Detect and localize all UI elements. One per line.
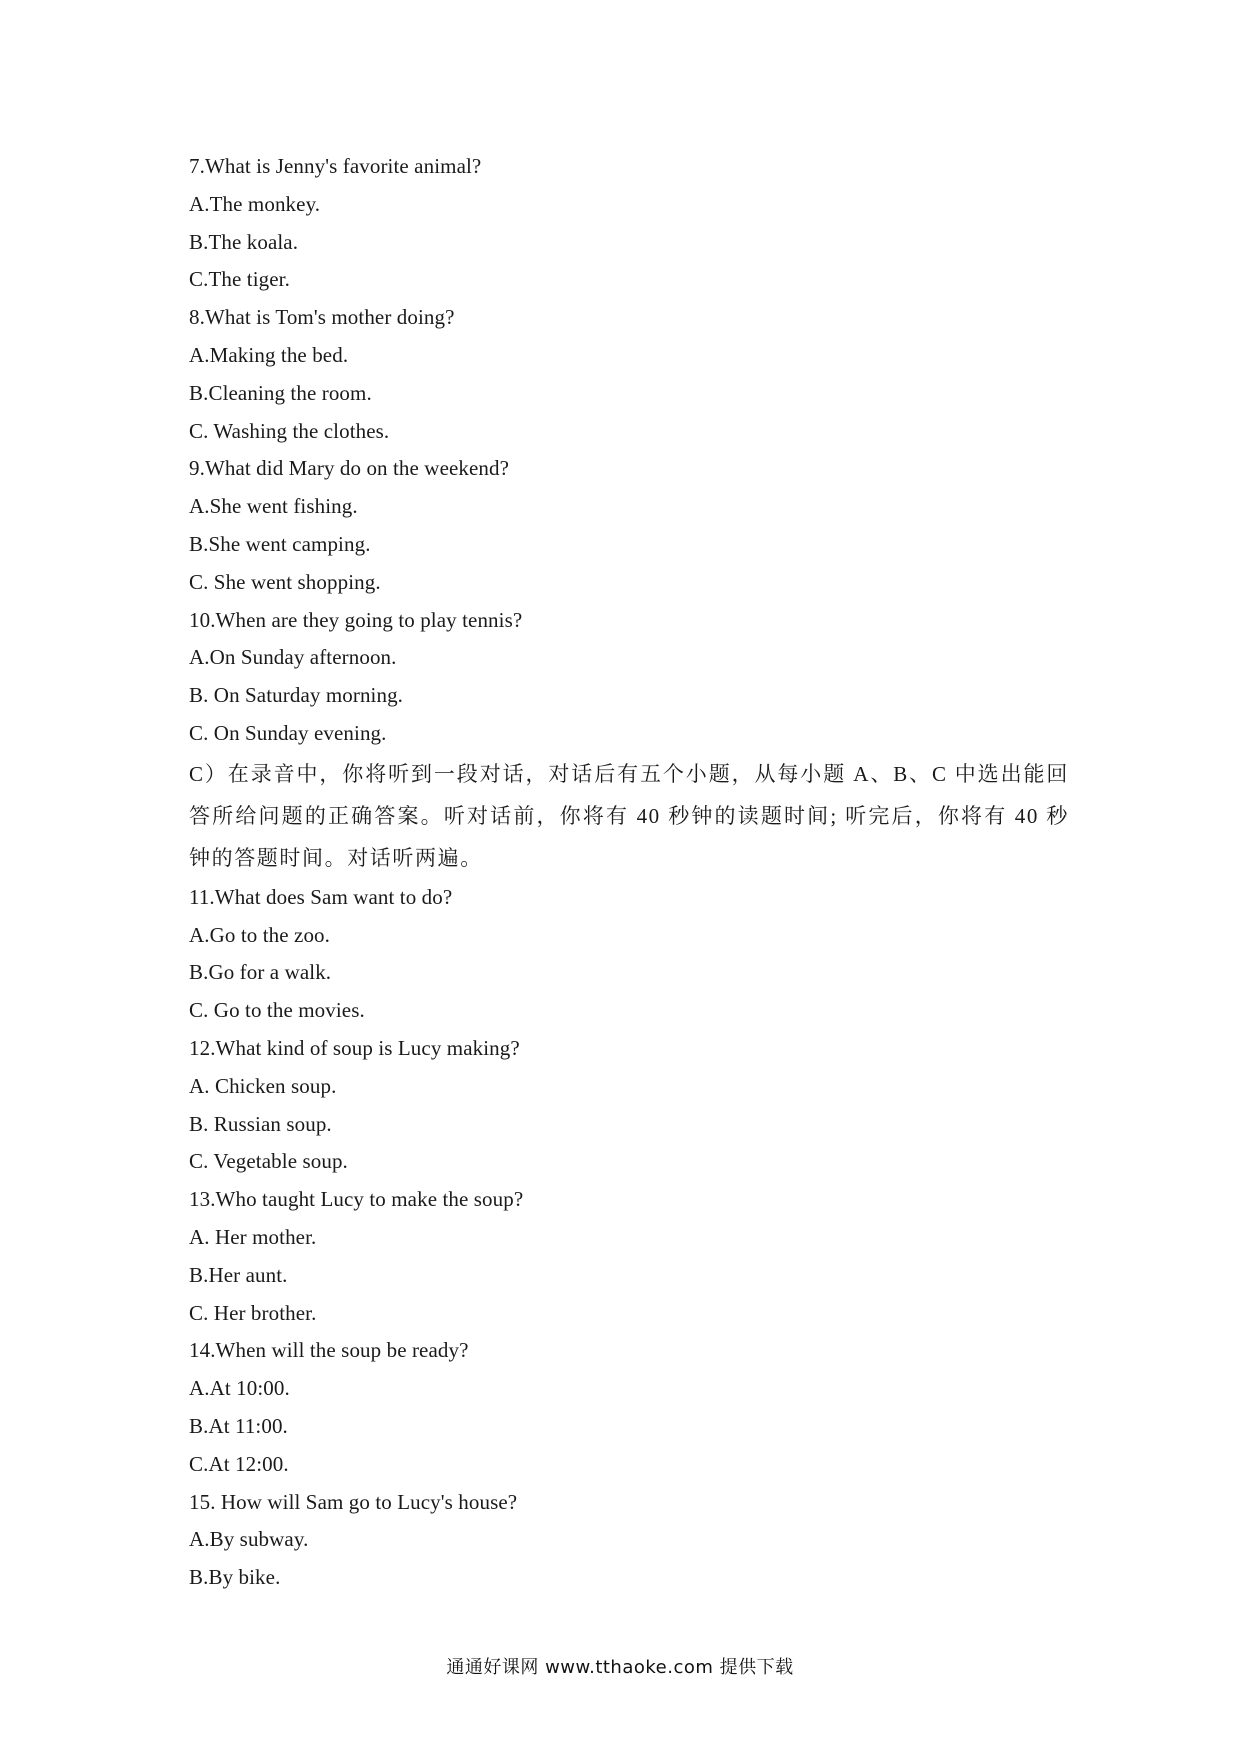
questions-7-10: [189, 148, 1069, 753]
section-c-instructions: C）在录音中，你将听到一段对话，对话后有五个小题，从每小题 A、B、C 中选出能回答所给问题的正确答案。听对话前，你将有 40 秒钟的读题时间; 听完后，你将有 40 秒钟的答题时间。对话听两遍。: [189, 761, 1069, 870]
answer-option: B.Go for a walk.: [189, 960, 332, 985]
answer-option: A.By subway.: [189, 1527, 309, 1552]
footer-source-note: 通通好课网 www.tthaoke.com 提供下载: [446, 1657, 794, 1678]
questions-11-15: [189, 879, 1069, 1597]
question-text: 15. How will Sam go to Lucy's house?: [189, 1489, 518, 1514]
answer-option: A.She went fishing.: [189, 494, 358, 519]
answer-option: A. Her mother.: [189, 1224, 317, 1249]
answer-option: C. Vegetable soup.: [189, 1149, 348, 1174]
answer-option: B.By bike.: [189, 1565, 281, 1590]
answer-option: B. On Saturday morning.: [189, 683, 404, 708]
answer-option: B.Her aunt.: [189, 1262, 288, 1287]
answer-option: B.She went camping.: [189, 531, 371, 556]
answer-option: C.The tiger.: [189, 267, 290, 292]
answer-option: B.At 11:00.: [189, 1413, 288, 1438]
answer-option: A. Chicken soup.: [189, 1073, 337, 1098]
question-text: 10.When are they going to play tennis?: [189, 607, 523, 632]
answer-option: C. Her brother.: [189, 1300, 317, 1325]
answer-option: B. Russian soup.: [189, 1111, 332, 1136]
answer-option: A.Go to the zoo.: [189, 922, 330, 947]
question-text: 13.Who taught Lucy to make the soup?: [189, 1187, 524, 1212]
question-text: 14.When will the soup be ready?: [189, 1338, 469, 1363]
answer-option: C. Washing the clothes.: [189, 418, 390, 443]
question-text: 12.What kind of soup is Lucy making?: [189, 1035, 520, 1060]
answer-option: B.The koala.: [189, 229, 299, 254]
question-text: 11.What does Sam want to do?: [189, 884, 453, 909]
question-list: [189, 148, 1069, 1597]
answer-option: A.At 10:00.: [189, 1376, 290, 1401]
answer-option: A.The monkey.: [189, 191, 321, 216]
answer-option: C. On Sunday evening.: [189, 720, 387, 745]
answer-option: C.At 12:00.: [189, 1451, 289, 1476]
answer-option: C. Go to the movies.: [189, 998, 365, 1023]
answer-option: C. She went shopping.: [189, 569, 381, 594]
question-text: 8.What is Tom's mother doing?: [189, 305, 455, 330]
question-text: 7.What is Jenny's favorite animal?: [189, 154, 482, 178]
question-text: 9.What did Mary do on the weekend?: [189, 456, 510, 481]
answer-option: A.On Sunday afternoon.: [189, 645, 397, 670]
answer-option: B.Cleaning the room.: [189, 380, 372, 405]
answer-option: A.Making the bed.: [189, 342, 349, 367]
